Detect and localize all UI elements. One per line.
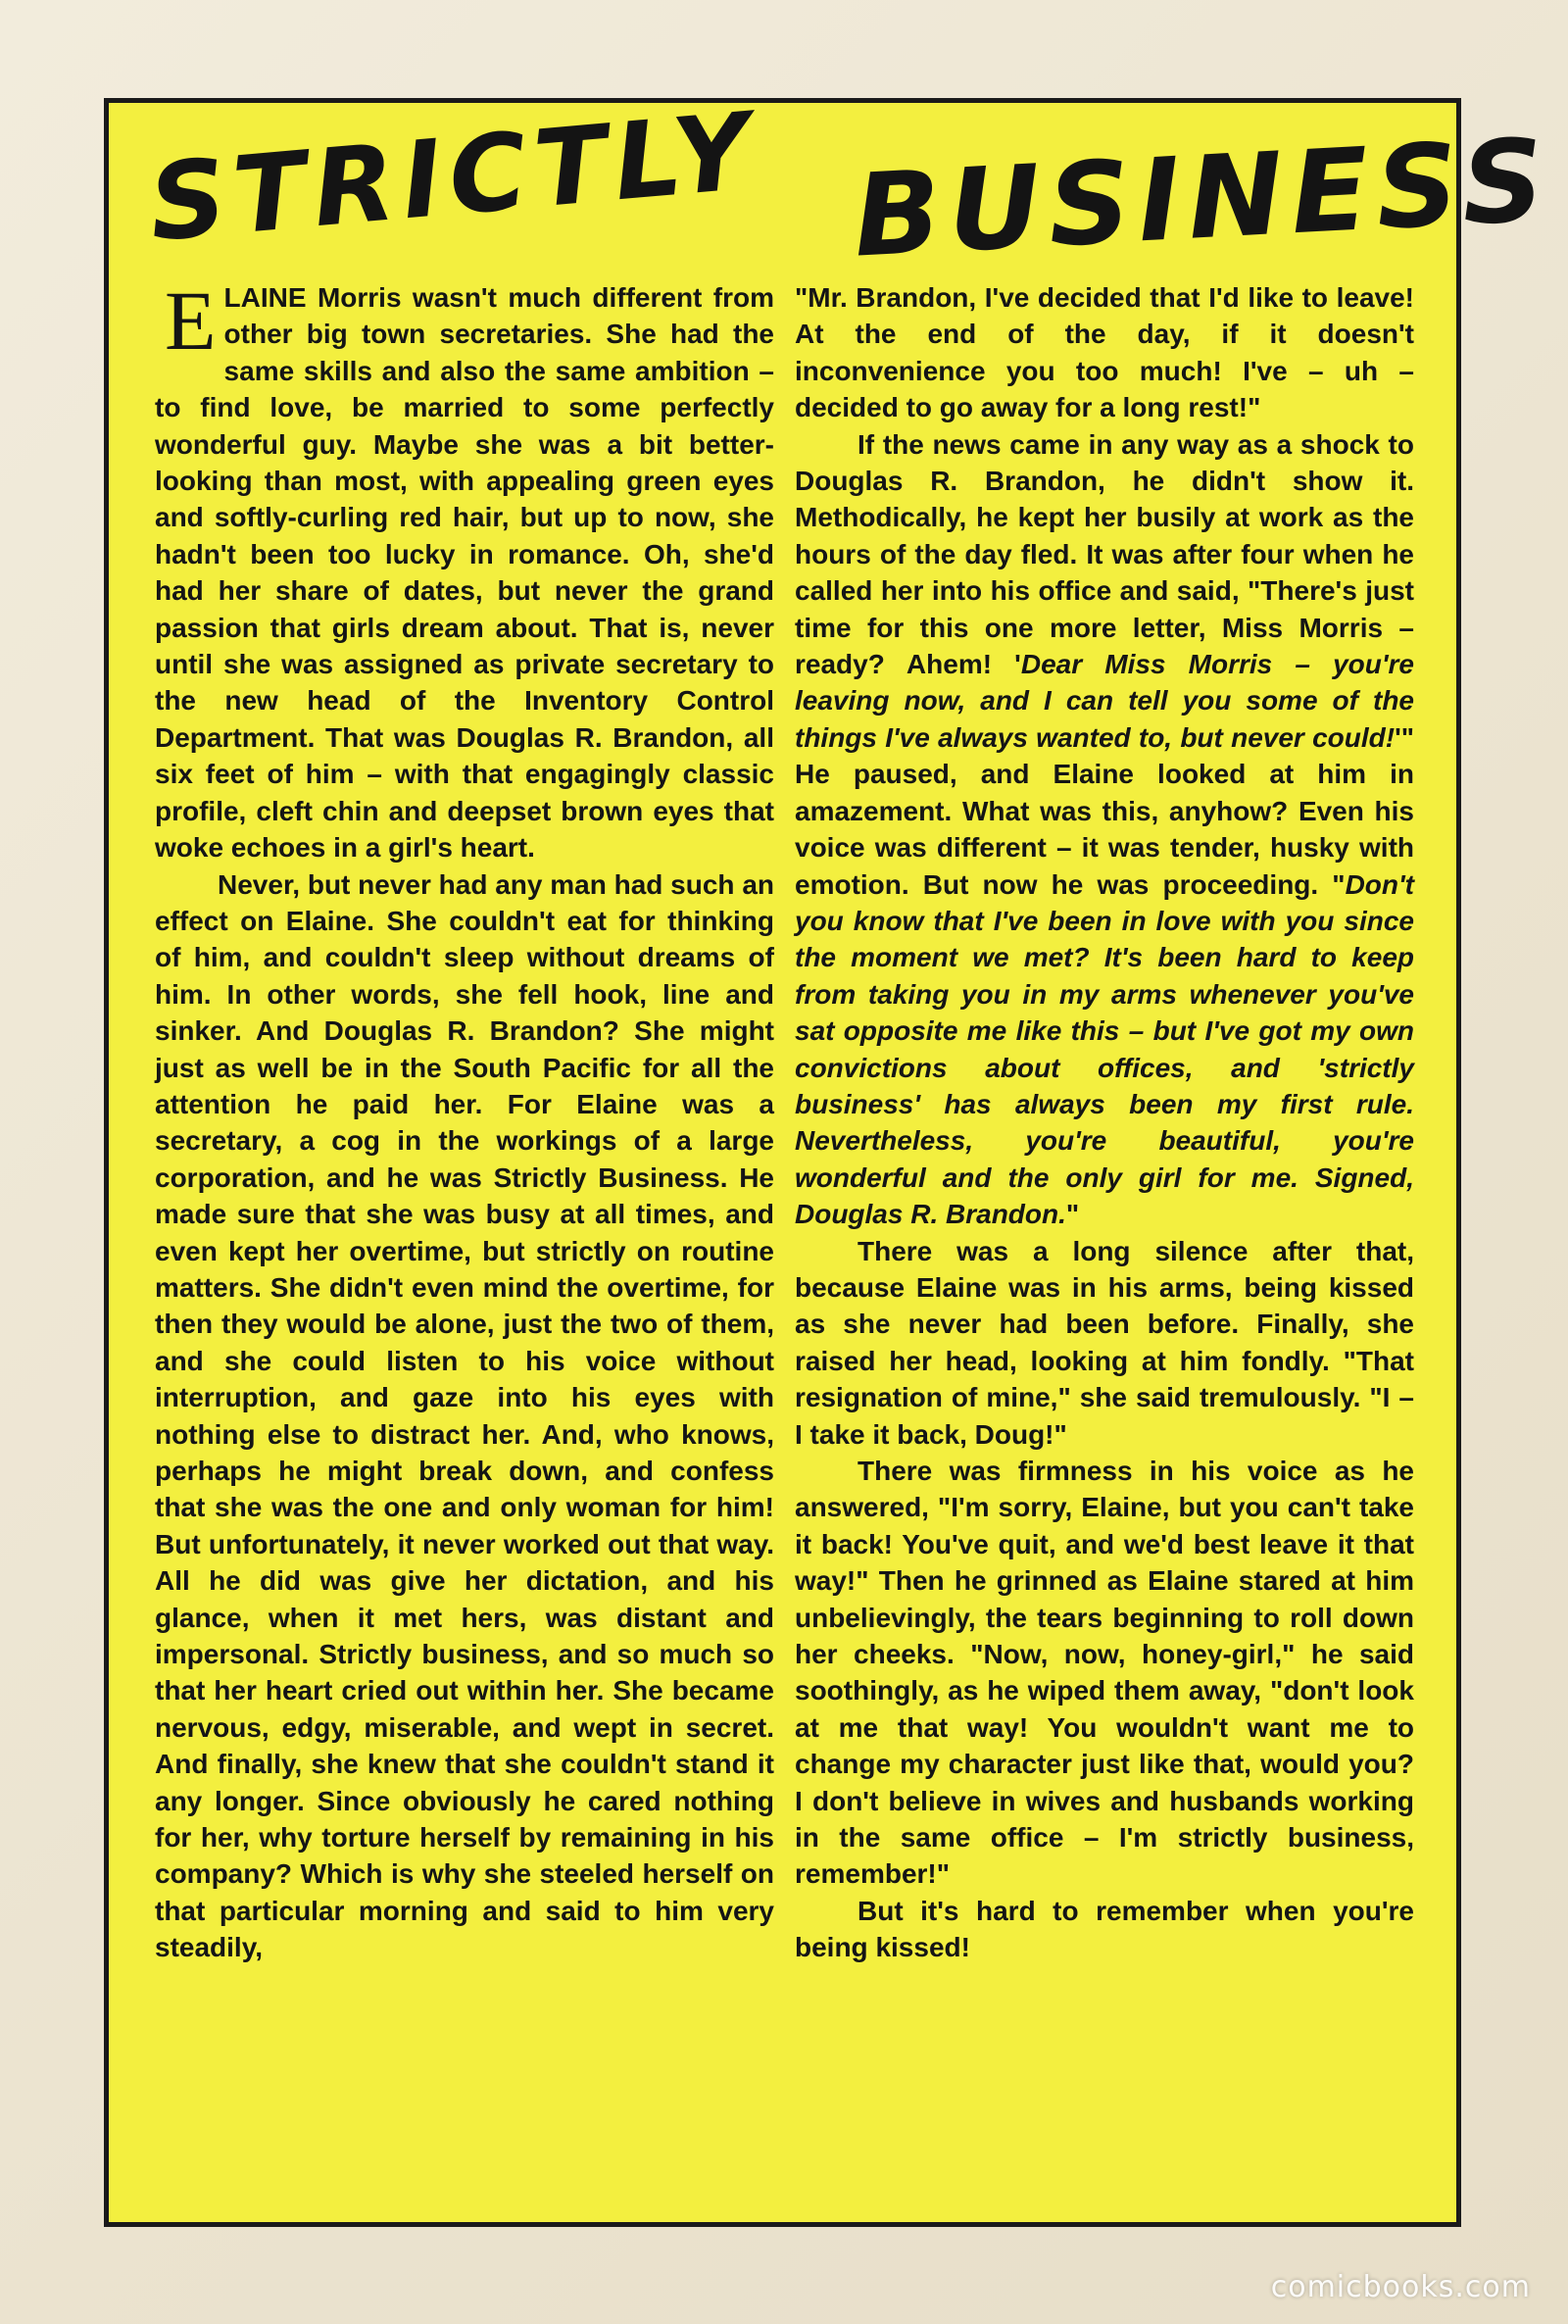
paragraph-text: " — [1065, 1199, 1080, 1230]
paragraph: But it's hard to remember when you're being kissed! — [795, 1895, 1414, 1963]
paragraph-text: '" He paused, and Elaine looked at him in amazement. What was this, anyhow? Even his voice was different – it was tender, husky with emotion. But now he was proceeding. " — [795, 721, 1414, 900]
story-title — [109, 90, 1555, 299]
letter-text: Dear Miss Morris – you're leaving now, and I can tell you some of the things I've always wanted to, but never could! — [795, 649, 1414, 753]
paragraph: "Mr. Brandon, I've decided that I'd like to leave! At the end of the day, if it doesn't inconvenience you too much! I've – uh – decided to go away for a long rest!" — [795, 282, 1414, 423]
letter-text: Don't you know that I've been in love with you since the moment we met? It's been hard to keep from taking you in my arms whenever you've sat opposite me like this – but I've got my own convictions about offices, and 'strictly business' has always been my first rule. Nevertheless, you're beautiful, you're wonderful and the only girl for me. Signed, Douglas R. Brandon. — [795, 868, 1414, 1230]
title-word-business: BUSINESS — [850, 114, 1555, 283]
paragraph: There was a long silence after that, because Elaine was in his arms, being kissed as she never had been before. Finally, she raised her head, looking at him fondly. "That resignation of mine," she said tremulously. "I – I take it back, Doug!" — [795, 1235, 1414, 1450]
paragraph-text: LAINE Morris wasn't much different from other big town secretaries. She had the same skills and also the same ambition – to find love, be married to some perfectly wonderful guy. Maybe she was a bit better-looking than most, with appealing green eyes and softly-curling red hair, but up to now, she hadn't been too lucky in romance. Oh, she'd had her share of dates, but never the grand passion that girls dream about. That is, never until she was assigned as private secretary to the new head of the Inventory Control Department. That was Douglas R. Brandon, all six feet of him – with that engagingly classic profile, cleft chin and deepset brown eyes that woke echoes in a girl's heart. — [155, 282, 774, 864]
story-column-right — [795, 279, 1414, 1966]
paragraph: There was firmness in his voice as he answered, "I'm sorry, Elaine, but you can't take it back! You've quit, and we'd best leave it that way!" Then he grinned as Elaine stared at him unbelievingly, the tears beginning to roll down her cheeks. "Now, now, honey-girl," he said soothingly, as he wiped them away, "don't look at me that way! You wouldn't want me to change my character just like that, would you? I don't believe in wives and husbands working in the same office – I'm strictly business, remember!" — [795, 1456, 1414, 1890]
story-panel — [104, 90, 1555, 2227]
drop-cap: E — [165, 273, 217, 368]
watermark: comicbooks.com — [1270, 2270, 1531, 2304]
title-word-strictly: STRICTLY — [144, 90, 762, 266]
story-column-left — [155, 273, 774, 1966]
paragraph — [795, 426, 1414, 1233]
paragraph — [155, 273, 774, 866]
paragraph-text: If the news came in any way as a shock to Douglas R. Brandon, he didn't show it. Methodically, he kept her busily at work as the hours of the day fled. It was after four when he called her into his office and said, "There's just time for this one more letter, Miss Morris – ready? Ahem! ' — [795, 428, 1414, 680]
paragraph: Never, but never had any man had such an effect on Elaine. She couldn't eat for thinking of him, and couldn't sleep without dreams of him. In other words, she fell hook, line and sinker. And Douglas R. Brandon? She might just as well be in the South Pacific for all the attention he paid her. For Elaine was a secretary, a cog in the workings of a large corporation, and he was Strictly Business. He made sure that she was busy at all times, and even kept her overtime, but strictly on routine matters. She didn't even mind the overtime, for then they would be alone, just the two of them, and she could listen to his voice without interruption, and gaze into his eyes with nothing else to distract her. And, who knows, perhaps he might break down, and confess that she was the one and only woman for him! But unfortunately, it never worked out that way. All he did was give her dictation, and his glance, when it met hers, was distant and impersonal. Strictly business, and so much so that her heart cried out within her. She became nervous, edgy, miserable, and wept in secret. And finally, she knew that she couldn't stand it any longer. Since obviously he cared nothing for her, why torture herself by remaining in his company? Which is why she steeled herself on that particular morning and said to him very steadily, — [155, 868, 774, 1963]
